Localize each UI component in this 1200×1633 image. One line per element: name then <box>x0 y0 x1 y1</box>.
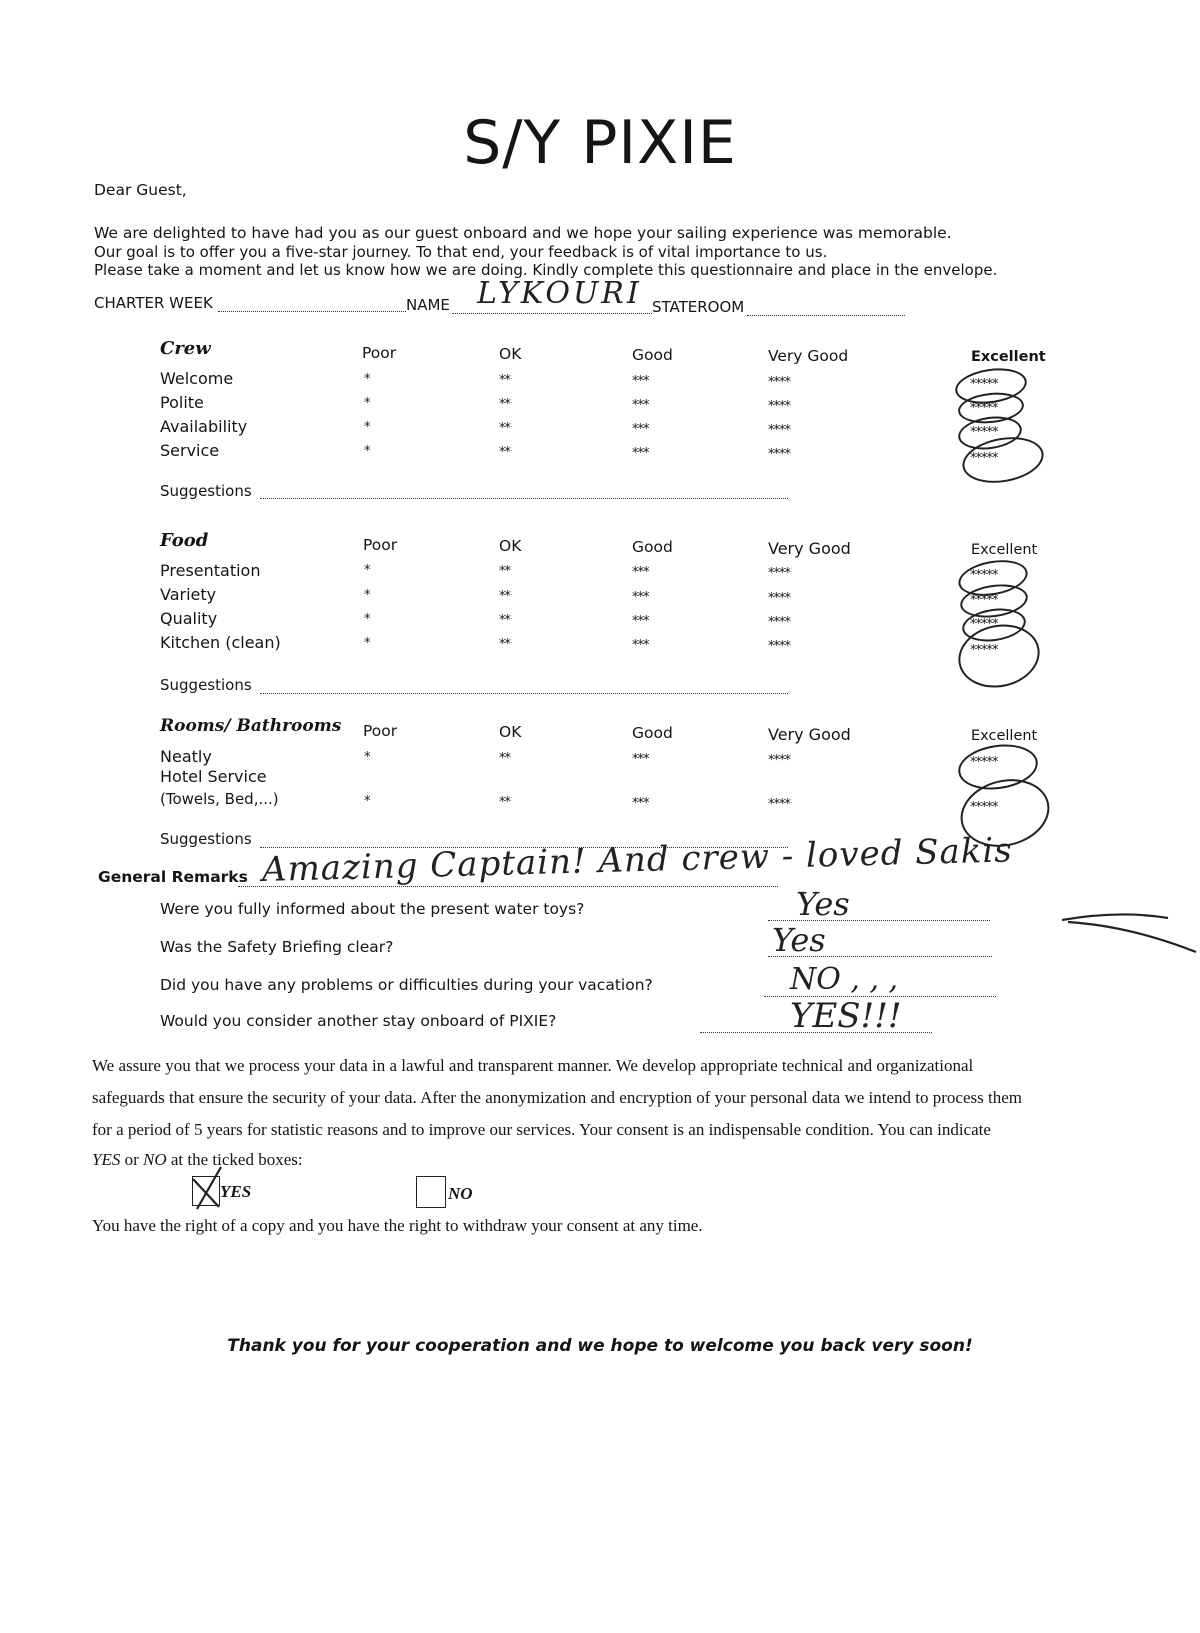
header-ok: OK <box>499 345 522 363</box>
stars-excellent[interactable]: ***** <box>970 401 998 416</box>
header-excellent: Excellent <box>971 349 1046 365</box>
pen-stroke <box>1060 908 1200 958</box>
stars-excellent[interactable]: ***** <box>970 377 998 392</box>
header-poor: Poor <box>362 344 397 362</box>
header-poor: Poor <box>363 536 398 554</box>
stars-good[interactable]: *** <box>632 374 649 389</box>
stars-poor[interactable]: * <box>364 612 370 627</box>
question-label: Was the Safety Briefing clear? <box>160 938 394 956</box>
consent-yes-label: YES <box>220 1182 252 1201</box>
row-label: Kitchen (clean) <box>160 633 281 652</box>
header-good: Good <box>632 538 673 556</box>
header-good: Good <box>632 724 673 742</box>
stars-ok[interactable]: ** <box>499 445 510 460</box>
stars-very-good[interactable]: **** <box>768 423 790 438</box>
intro-line-3: Please take a moment and let us know how we are doing. Kindly complete this questionnaire and place in the envelope. <box>94 261 998 279</box>
consent-no-checkbox[interactable] <box>416 1176 446 1208</box>
answer-field[interactable]: YES!!! <box>790 996 902 1036</box>
stars-poor[interactable]: * <box>364 750 370 765</box>
stars-ok[interactable]: ** <box>499 613 510 628</box>
section-title-rooms-bathrooms: Rooms/ Bathrooms <box>160 716 342 736</box>
general-remarks-label: General Remarks <box>98 868 248 886</box>
stars-very-good[interactable]: **** <box>768 797 790 812</box>
stars-very-good[interactable]: **** <box>768 615 790 630</box>
stars-excellent[interactable]: ***** <box>970 451 998 466</box>
stars-ok[interactable]: ** <box>499 564 510 579</box>
consent-or-word: or <box>120 1150 144 1169</box>
consent-yes-word: YES <box>92 1150 121 1169</box>
stars-poor[interactable]: * <box>364 794 370 809</box>
row-label: Availability <box>160 417 248 436</box>
stars-very-good[interactable]: **** <box>768 399 790 414</box>
section-title-crew: Crew <box>160 338 211 359</box>
stars-good[interactable]: *** <box>632 752 649 767</box>
row-label: Polite <box>160 393 204 412</box>
stars-very-good[interactable]: **** <box>768 753 790 768</box>
stars-good[interactable]: *** <box>632 638 649 653</box>
stateroom-field[interactable] <box>747 315 905 316</box>
stars-ok[interactable]: ** <box>499 795 510 810</box>
stars-ok[interactable]: ** <box>499 397 510 412</box>
stars-ok[interactable]: ** <box>499 589 510 604</box>
stars-good[interactable]: *** <box>632 446 649 461</box>
row-label: Hotel Service <box>160 767 267 786</box>
row-label: Variety <box>160 585 217 604</box>
stars-good[interactable]: *** <box>632 565 649 580</box>
intro-line-2: Our goal is to offer you a five-star journey. To that end, your feedback is of vital importance to us. <box>94 243 828 261</box>
stars-good[interactable]: *** <box>632 614 649 629</box>
stars-excellent[interactable]: ***** <box>970 617 998 632</box>
stars-good[interactable]: *** <box>632 422 649 437</box>
name-field[interactable]: LYKOURI <box>477 276 642 311</box>
name-field-line <box>452 313 652 314</box>
stars-poor[interactable]: * <box>364 372 370 387</box>
name-label: NAME <box>406 296 450 314</box>
consent-yes-checkbox[interactable] <box>192 1176 220 1206</box>
header-excellent: Excellent <box>971 542 1038 558</box>
header-very-good: Very Good <box>768 725 851 744</box>
stars-ok[interactable]: ** <box>499 637 510 652</box>
thank-you-message: Thank you for your cooperation and we hope to welcome you back very soon! <box>227 1336 973 1356</box>
stars-very-good[interactable]: **** <box>768 375 790 390</box>
answer-field[interactable]: NO , , , <box>790 962 899 997</box>
stars-good[interactable]: *** <box>632 398 649 413</box>
stars-ok[interactable]: ** <box>499 421 510 436</box>
stars-ok[interactable]: ** <box>499 751 510 766</box>
stars-poor[interactable]: * <box>364 636 370 651</box>
stars-very-good[interactable]: **** <box>768 566 790 581</box>
header-ok: OK <box>499 723 522 741</box>
stars-excellent[interactable]: ***** <box>970 643 998 658</box>
header-poor: Poor <box>363 722 398 740</box>
header-very-good: Very Good <box>768 539 851 558</box>
consent-line-2: safeguards that ensure the security of your data. After the anonymization and encryption of your personal data we intend to process them <box>92 1088 1022 1107</box>
row-label: Service <box>160 441 220 460</box>
answer-field[interactable]: Yes <box>796 885 850 923</box>
intro-line-1: We are delighted to have had you as our guest onboard and we hope your sailing experience was memorable. <box>94 224 952 242</box>
stars-excellent[interactable]: ***** <box>970 800 998 815</box>
header-very-good: Very Good <box>768 347 849 365</box>
suggestions-label: Suggestions <box>160 676 252 694</box>
section-title-food: Food <box>160 530 209 551</box>
suggestions-label: Suggestions <box>160 830 252 848</box>
charter-week-label: CHARTER WEEK <box>94 294 213 312</box>
row-label: Presentation <box>160 561 261 580</box>
stars-very-good[interactable]: **** <box>768 447 790 462</box>
consent-line-1: We assure you that we process your data in a lawful and transparent manner. We develop appropriate technical and organizational <box>92 1056 974 1075</box>
consent-no-word: NO <box>143 1150 167 1169</box>
stars-very-good[interactable]: **** <box>768 591 790 606</box>
header-excellent: Excellent <box>971 728 1038 744</box>
question-label: Would you consider another stay onboard of PIXIE? <box>160 1012 557 1030</box>
row-label: Welcome <box>160 369 234 388</box>
consent-rights: You have the right of a copy and you have the right to withdraw your consent at any time. <box>92 1216 703 1235</box>
row-label: Neatly <box>160 747 212 766</box>
header-good: Good <box>632 346 673 364</box>
consent-no-label: NO <box>448 1184 473 1203</box>
question-label: Did you have any problems or difficulties during your vacation? <box>160 976 653 994</box>
header-ok: OK <box>499 537 522 555</box>
stars-ok[interactable]: ** <box>499 373 510 388</box>
greeting: Dear Guest, <box>94 181 187 199</box>
stateroom-label: STATEROOM <box>652 298 745 316</box>
stars-very-good[interactable]: **** <box>768 639 790 654</box>
stars-good[interactable]: *** <box>632 796 649 811</box>
question-label: Were you fully informed about the present water toys? <box>160 900 585 918</box>
suggestions-field[interactable] <box>260 498 788 499</box>
stars-poor[interactable]: * <box>364 444 370 459</box>
answer-field[interactable]: Yes <box>772 921 826 959</box>
suggestions-label: Suggestions <box>160 482 252 500</box>
stars-poor[interactable]: * <box>364 420 370 435</box>
row-label: (Towels, Bed,...) <box>160 790 279 808</box>
stars-excellent[interactable]: ***** <box>970 593 998 608</box>
stars-good[interactable]: *** <box>632 590 649 605</box>
general-remarks-field[interactable]: Amazing Captain! And crew - loved Sakis <box>261 830 1014 890</box>
stars-poor[interactable]: * <box>364 588 370 603</box>
stars-poor[interactable]: * <box>364 563 370 578</box>
consent-line-3: for a period of 5 years for statistic reasons and to improve our services. Your consent is an indispensable condition. You can indicate <box>92 1120 991 1139</box>
page-title: S/Y PIXIE <box>463 108 737 178</box>
row-label: Quality <box>160 609 218 628</box>
consent-instruction: at the ticked boxes: <box>166 1150 303 1169</box>
stars-excellent[interactable]: ***** <box>970 425 998 440</box>
charter-week-field[interactable] <box>218 311 406 312</box>
stars-poor[interactable]: * <box>364 396 370 411</box>
stars-excellent[interactable]: ***** <box>970 568 998 583</box>
suggestions-field[interactable] <box>260 693 788 694</box>
stars-excellent[interactable]: ***** <box>970 755 998 770</box>
